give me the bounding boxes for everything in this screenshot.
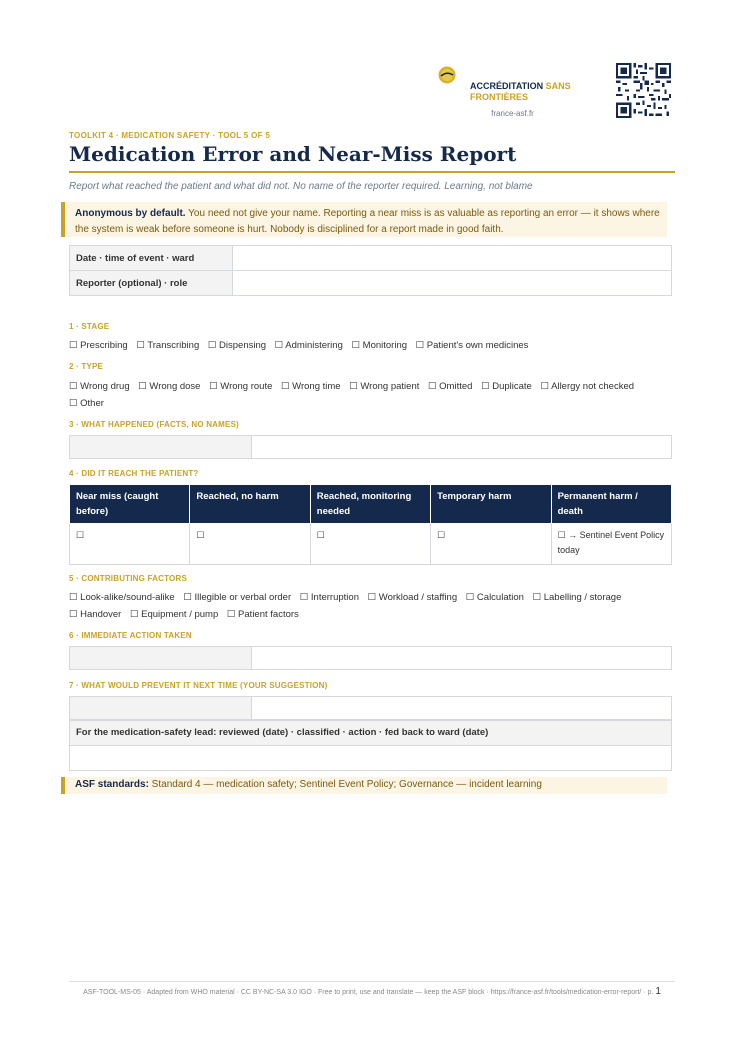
- page-title: Medication Error and Near-Miss Report: [69, 142, 517, 166]
- harm-column-header: Temporary harm: [431, 485, 551, 524]
- field-label-cell: [70, 436, 252, 458]
- stage-option[interactable]: ☐ Patient's own medicines: [415, 340, 529, 351]
- factor-option[interactable]: ☐ Interruption: [299, 592, 359, 603]
- table-header-row: [70, 485, 672, 524]
- type-option[interactable]: ☐ Wrong time: [281, 381, 341, 392]
- section-type-heading: 2 · TYPE: [69, 362, 104, 371]
- type-option[interactable]: ☐ Omitted: [428, 381, 473, 392]
- brand-name: ACCRÉDITATION SANS FRONTIÈRES: [470, 81, 571, 102]
- section-happened-heading: 3 · WHAT HAPPENED (FACTS, NO NAMES): [69, 420, 239, 429]
- harm-level-table: [69, 484, 672, 565]
- standards-callout: [61, 777, 667, 794]
- harm-column-header: Near miss (caught before): [70, 485, 190, 524]
- factor-option[interactable]: ☐ Handover: [69, 609, 122, 620]
- type-option[interactable]: ☐ Duplicate: [481, 381, 532, 392]
- table-row: [70, 524, 672, 565]
- type-option[interactable]: ☐ Wrong patient: [349, 381, 420, 392]
- standards-text: Standard 4 — medication safety; Sentinel Event Policy; Governance — incident learning: [148, 779, 542, 790]
- field-input-cell[interactable]: [252, 647, 671, 669]
- type-option[interactable]: ☐ Wrong dose: [138, 381, 201, 392]
- factor-option[interactable]: ☐ Labelling / storage: [532, 592, 622, 603]
- date-field-input[interactable]: [233, 246, 672, 271]
- section-stage-heading: 1 · STAGE: [69, 322, 110, 331]
- harm-checkbox[interactable]: ☐: [70, 524, 190, 565]
- factor-option[interactable]: ☐ Calculation: [465, 592, 524, 603]
- date-field-label: Date · time of event · ward: [70, 246, 233, 271]
- stage-option[interactable]: ☐ Monitoring: [351, 340, 408, 351]
- table-row: [70, 246, 672, 271]
- factor-option[interactable]: ☐ Equipment / pump: [130, 609, 219, 620]
- callout-bold: Anonymous by default.: [75, 208, 186, 219]
- table-row: [70, 271, 672, 296]
- factor-option[interactable]: ☐ Workload / staffing: [367, 592, 458, 603]
- factor-option[interactable]: ☐ Patient factors: [226, 609, 299, 620]
- action-field[interactable]: [69, 646, 672, 670]
- field-label-cell: [70, 647, 252, 669]
- field-label-cell: [70, 697, 252, 719]
- factor-options: [69, 589, 672, 623]
- type-option[interactable]: ☐ Allergy not checked: [540, 381, 635, 392]
- event-details-table: [69, 245, 672, 296]
- section-factors-heading: 5 · CONTRIBUTING FACTORS: [69, 574, 187, 583]
- factor-option[interactable]: ☐ Look-alike/sound-alike: [69, 592, 175, 603]
- footer: [69, 986, 675, 998]
- stage-option[interactable]: ☐ Prescribing: [69, 340, 128, 351]
- happened-field[interactable]: [69, 435, 672, 459]
- qr-code-icon: [616, 63, 671, 118]
- factor-option[interactable]: ☐ Illegible or verbal order: [183, 592, 292, 603]
- page-number: 1: [655, 986, 661, 997]
- anonymity-callout: [61, 202, 667, 237]
- footer-divider: [69, 981, 675, 982]
- stage-option[interactable]: ☐ Transcribing: [136, 340, 200, 351]
- field-input-cell[interactable]: [252, 697, 671, 719]
- toolkit-label: TOOLKIT 4 · MEDICATION SAFETY · TOOL 5 OF 5: [69, 131, 271, 140]
- section-prevent-heading: 7 · WHAT WOULD PREVENT IT NEXT TIME (YOUR SUGGESTION): [69, 681, 328, 690]
- harm-column-header: Reached, no harm: [190, 485, 310, 524]
- type-option[interactable]: ☐ Wrong drug: [69, 381, 130, 392]
- section-action-heading: 6 · IMMEDIATE ACTION TAKEN: [69, 631, 192, 640]
- field-input-cell[interactable]: [252, 436, 671, 458]
- type-options: [69, 378, 672, 412]
- brand-url: france-asf.fr: [491, 109, 534, 118]
- footer-text: ASF-TOOL-MS-05 · Adapted from WHO material · CC BY-NC-SA 3.0 IGO · Free to print, use and translate — keep the ASF block · https://france-asf.fr/tools/medication-error-report/ · p.: [83, 989, 654, 996]
- harm-checkbox[interactable]: ☐: [310, 524, 430, 565]
- callout-text: You need not give your name. Reporting a near miss is as valuable as reporting an error — it shows where the system is weak before someone is hurt. Nobody is disciplined for a report made in good faith.: [75, 208, 660, 235]
- standards-bold: ASF standards:: [75, 779, 149, 790]
- asf-logo-icon: [438, 66, 456, 84]
- reporter-field-label: Reporter (optional) · role: [70, 271, 233, 296]
- stage-options: [69, 337, 672, 354]
- lead-review-label: For the medication-safety lead: reviewed (date) · classified · action · fed back to ward (date): [69, 720, 672, 746]
- reporter-field-input[interactable]: [233, 271, 672, 296]
- harm-checkbox[interactable]: ☐ → Sentinel Event Policy today: [551, 524, 671, 565]
- prevent-field[interactable]: [69, 696, 672, 720]
- type-option[interactable]: ☐ Other: [69, 398, 104, 409]
- stage-option[interactable]: ☐ Dispensing: [207, 340, 267, 351]
- harm-checkbox[interactable]: ☐: [431, 524, 551, 565]
- harm-column-header: Reached, monitoring needed: [310, 485, 430, 524]
- stage-option[interactable]: ☐ Administering: [274, 340, 343, 351]
- brand-block: [430, 64, 595, 118]
- title-divider: [69, 171, 675, 173]
- type-option[interactable]: ☐ Wrong route: [209, 381, 273, 392]
- section-reach-heading: 4 · DID IT REACH THE PATIENT?: [69, 469, 199, 478]
- page-subtitle: Report what reached the patient and what did not. No name of the reporter required. Learning, not blame: [69, 181, 533, 192]
- lead-review-field[interactable]: [69, 745, 672, 771]
- harm-checkbox[interactable]: ☐: [190, 524, 310, 565]
- harm-column-header: Permanent harm / death: [551, 485, 671, 524]
